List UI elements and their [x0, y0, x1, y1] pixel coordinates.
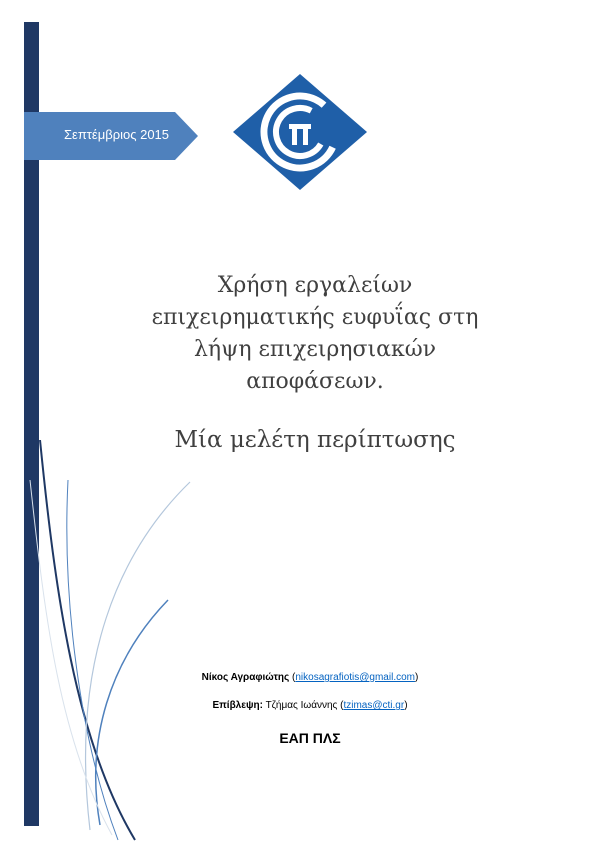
- institution-logo: [231, 72, 369, 192]
- decorative-swirls: [0, 440, 260, 849]
- author-paren-close: ): [414, 672, 419, 683]
- author-email-link[interactable]: nikosagrafiotis@gmail.com: [295, 672, 415, 683]
- document-subtitle: Μία μελέτη περίπτωσης: [174, 427, 456, 453]
- title-line: λήψη επιχειρησιακών: [193, 337, 437, 362]
- document-title: [100, 270, 530, 398]
- supervisor-email-link[interactable]: tzimas@cti.gr: [343, 700, 405, 711]
- supervisor-label: Επίβλεψη:: [212, 700, 263, 711]
- author-name: Νίκος Αγραφιώτης: [201, 672, 290, 683]
- title-line: Χρήση εργαλείων: [217, 273, 413, 298]
- title-line: επιχειρηματικής ευφυΐας στη: [151, 305, 479, 330]
- supervisor-name: Τζήμας Ιωάννης (: [262, 700, 344, 711]
- supervisor-paren-close: ): [404, 700, 408, 711]
- author-line: [140, 672, 480, 683]
- institution-name: ΕΑΠ ΠΛΣ: [279, 730, 341, 746]
- title-line: αποφάσεων.: [246, 369, 384, 394]
- date-label: Σεπτέμβριος 2015: [64, 127, 170, 142]
- supervisor-line: [140, 700, 480, 711]
- author-paren-open: (: [289, 672, 296, 683]
